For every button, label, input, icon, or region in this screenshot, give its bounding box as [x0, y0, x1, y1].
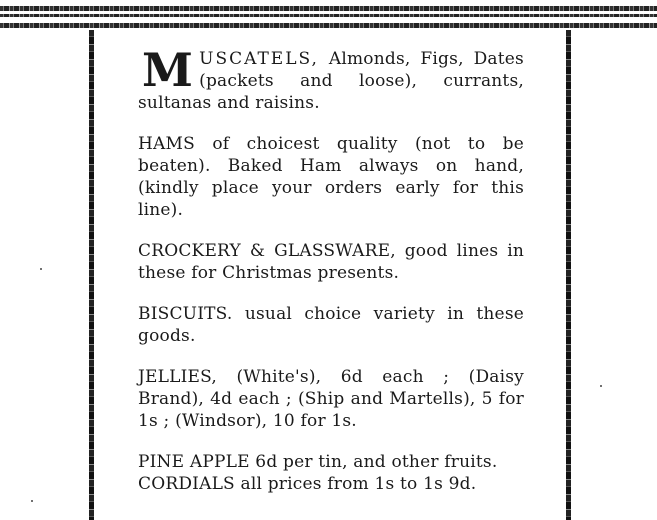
top-rule: [0, 14, 657, 17]
print-speck: [600, 385, 602, 387]
muscatels-paragraph: [138, 43, 524, 114]
drop-cap-letter: M: [142, 43, 194, 97]
jellies-paragraph: JELLIES, (White's), 6d each ; (Daisy Brand), 4d each ; (Ship and Martells), 5 for 1s ; (Windsor), 10 for 1s.: [138, 367, 524, 431]
right-border-rule: [566, 30, 571, 520]
hams-paragraph: HAMS of choicest quality (not to be beaten). Baked Ham always on hand, (kindly place your orders early for this line).: [138, 134, 524, 220]
biscuits-paragraph: BISCUITS. usual choice variety in these goods.: [138, 304, 524, 346]
left-border-rule: [89, 30, 94, 520]
top-rule: [0, 23, 657, 28]
paragraph-text: Almonds, Figs, Dates (packets and loose), currants, sultanas and raisins.: [138, 49, 524, 113]
top-rule: [0, 6, 657, 11]
pineapple-paragraph: PINE APPLE 6d per tin, and other fruits.: [138, 452, 498, 472]
lead-word: USCATELS,: [199, 49, 319, 69]
advertisement-column: [138, 43, 524, 495]
print-speck: [31, 500, 33, 502]
crockery-paragraph: CROCKERY & GLASSWARE, good lines in these for Christmas presents.: [138, 241, 524, 283]
cordials-paragraph: CORDIALS all prices from 1s to 1s 9d.: [138, 474, 477, 494]
print-speck: [40, 268, 42, 270]
